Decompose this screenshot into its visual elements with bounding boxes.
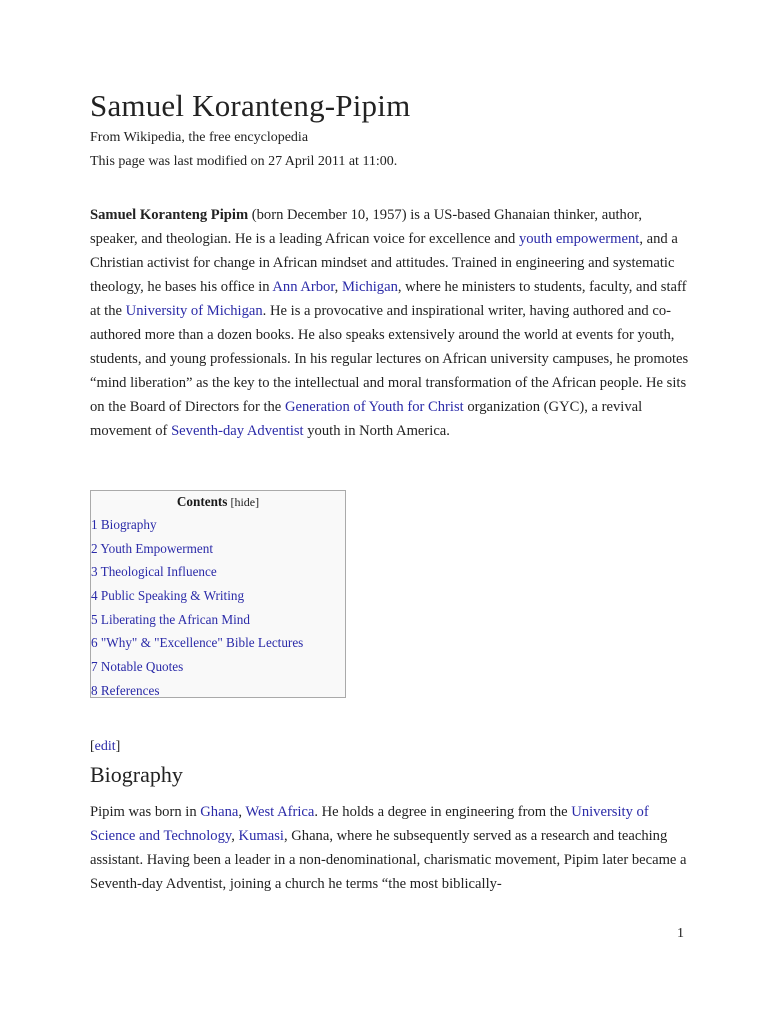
intro-text-4: . He is a provocative and inspirational writer, having authored and co-authored more than a dozen books. He also speaks extensively around the world at events for youth, students, and young professionals. In his regular lectures on African university campuses, he promotes “mind liberation” as the key to the intellectual and moral transformation of the African people. He sits on the Board of Directors for the [90,303,689,415]
section-edit [90,739,120,755]
west-africa-link[interactable]: West Africa [245,804,315,820]
toc-item [91,610,345,634]
edit-link[interactable]: edit [94,739,116,754]
seventh-day-adventist-link[interactable]: Seventh-day Adventist [171,423,304,439]
toc-link-liberating-mind[interactable]: 5 Liberating the African Mind [91,611,250,627]
source-line: From Wikipedia, the free encyclopedia [90,130,309,145]
toc-link-references[interactable]: 8 References [91,682,160,698]
university-of-michigan-link[interactable]: University of Michigan [125,303,263,319]
toc-link-biography[interactable]: 1 Biography [91,517,157,532]
toc-link-theological-influence[interactable]: 3 Theological Influence [91,564,217,580]
toc-header [91,493,345,515]
edit-open: [ [90,739,95,754]
toc-title: Contents [176,494,228,509]
ghana-link[interactable]: Ghana [200,804,239,820]
intro-comma: , [334,279,342,295]
toc-item [91,681,345,705]
toc-hide-close: ] [255,495,260,509]
intro-text-2: , and a Christian activist for change in African mindset and attitudes. Trained in engineering and systematic theology, he bases his office in [90,231,678,295]
intro-text-1: (born December 10, 1957) is a US-based Ghanaian thinker, author, speaker, and theologian. He is a leading African voice for excellence and [90,207,643,247]
section-heading-biography: Biography [90,762,183,787]
kumasi-link[interactable]: Kumasi [238,828,284,844]
intro-paragraph [90,203,690,443]
biography-paragraph [90,800,690,896]
toc-hide-open: [ [227,495,235,509]
edit-close: ] [115,739,121,754]
toc-item [91,515,345,539]
bio-text-2: . He holds a degree in engineering from the [314,804,572,820]
bio-comma-1: , [238,804,246,820]
intro-text-6: youth in North America. [303,423,450,439]
michigan-link[interactable]: Michigan [341,279,398,295]
bio-text-3: , Ghana, where he subsequently served as a research and teaching assistant. Having been a leader in a non-denominational, charismatic movement, Pipim later became a Seventh-day Adventist, joining a church he terms “the most biblically- [90,828,687,892]
toc-item [91,633,345,657]
youth-empowerment-link[interactable]: youth empowerment [518,231,640,247]
gyc-link[interactable]: Generation of Youth for Christ [284,399,464,415]
toc-list [91,515,345,705]
page-number: 1 [677,926,684,941]
ust-link[interactable]: University of Science and Technology [90,804,649,844]
toc-link-bible-lectures[interactable]: 6 "Why" & "Excellence" Bible Lectures [91,635,304,651]
toc-item [91,539,345,563]
bio-text-1: Pipim was born in [90,804,201,820]
toc-item [91,562,345,586]
intro-text-3: , where he ministers to students, faculty, and staff at the [90,279,687,319]
last-modified-line: This page was last modified on 27 April 2011 at 11:00. [90,154,398,169]
table-of-contents [90,490,346,698]
subject-name: Samuel Koranteng Pipim [90,207,249,223]
toc-item [91,657,345,681]
toc-link-notable-quotes[interactable]: 7 Notable Quotes [91,659,184,675]
toc-link-public-speaking[interactable]: 4 Public Speaking & Writing [91,588,245,604]
toc-link-youth-empowerment[interactable]: 2 Youth Empowerment [91,540,213,556]
ann-arbor-link[interactable]: Ann Arbor [272,279,335,295]
toc-hide-link[interactable]: hide [234,495,256,509]
intro-text-5: organization (GYC), a revival movement of [90,399,643,439]
page-title: Samuel Koranteng-Pipim [90,88,411,123]
bio-comma-2: , [231,828,239,844]
toc-item [91,586,345,610]
